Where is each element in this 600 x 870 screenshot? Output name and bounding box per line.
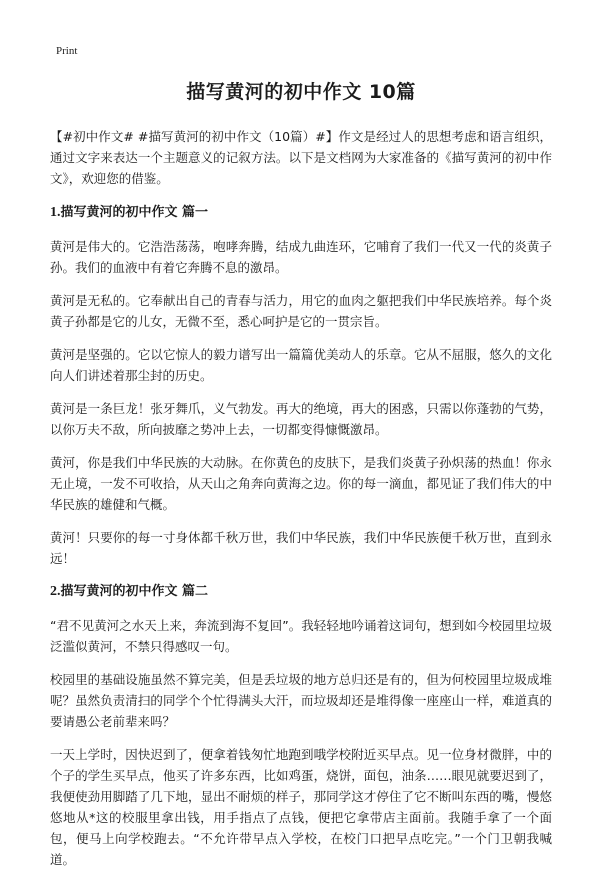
paragraph: “君不见黄河之水天上来，奔流到海不复回”。我轻轻地吟诵着这词句，想到如今校园里垃圾泛滥似黄河，不禁只得感叹一句。 xyxy=(50,618,552,654)
paragraph: 黄河，你是我们中华民族的大动脉。在你黄色的皮肤下，是我们炎黄子孙炽荡的热血！你永无止境，一发不可收拾，从天山之角奔向黄海之边。你的每一滴血，都见证了我们伟大的中华民族的雄健和气概。 xyxy=(50,455,552,512)
paragraph: 校园里的基础设施虽然不算完美，但是丢垃圾的地方总归还是有的，但为何校园里垃圾成堆呢？虽然负责清扫的同学个个忙得满头大汗，而垃圾却还是堆得像一座座山一样，难道真的要请愚公老前辈来吗？ xyxy=(50,672,552,729)
paragraph: 黄河是一条巨龙！张牙舞爪，义气勃发。再大的绝境，再大的困惑，只需以你蓬勃的气势，以你万夫不敌，所向披靡之势冲上去，一切都变得慷慨激昂。 xyxy=(50,401,552,437)
document-title: 描写黄河的初中作文 10篇 xyxy=(186,81,416,103)
paragraph: 黄河是无私的。它奉献出自己的青春与活力，用它的血肉之躯把我们中华民族培养。每个炎黄子孙都是它的儿女，无微不至，悉心呵护是它的一贯宗旨。 xyxy=(50,293,552,329)
section-heading xyxy=(50,583,552,601)
section-1 xyxy=(50,204,552,569)
section-heading xyxy=(50,204,552,222)
paragraph: 黄河是伟大的。它浩浩荡荡，咆哮奔腾，结成九曲连环，它哺育了我们一代又一代的炎黄子孙。我们的血液中有着它奔腾不息的激昂。 xyxy=(50,239,552,275)
paragraph: 一天上学时，因快迟到了，便拿着钱匆忙地跑到哦学校附近买早点。见一位身材微胖，中的个子的学生买早点，他买了许多东西，比如鸡蛋，烧饼，面包，油条……眼见就要迟到了，我便使劲用脚踏了几下地，显出不耐烦的样子，那同学这才停住了它不断叫东西的嘴，慢悠悠地从*这的校服里拿出钱，用手指点了点钱，便把它拿带店主面前。我随手拿了一个面包，便马上向学校跑去。“不允许带早点入学校，在校门口把早点吃完。”一个门卫朝我喊道。 xyxy=(50,747,552,867)
section-2 xyxy=(50,583,552,870)
paragraph: 黄河是坚强的。它以它惊人的毅力谱写出一篇篇优美动人的乐章。它从不屈服，悠久的文化向人们讲述着那尘封的历史。 xyxy=(50,347,552,383)
intro-paragraph: 【#初中作文# #描写黄河的初中作文（10篇）#】作文是经过人的思想考虑和语言组织，通过文字来表达一个主题意义的记叙方法。以下是文档网为大家准备的《描写黄河的初中作文》，欢迎您的借鉴。 xyxy=(50,129,552,186)
section-number: 2. xyxy=(50,584,61,599)
section-title: 描写黄河的初中作文 篇一 xyxy=(60,205,209,220)
section-title: 描写黄河的初中作文 篇二 xyxy=(60,584,209,599)
section-number: 1. xyxy=(50,205,61,220)
paragraph: 黄河！只要你的每一寸身体都千秋万世，我们中华民族，我们中华民族便千秋万世，直到永远！ xyxy=(50,530,552,566)
print-label: Print xyxy=(56,45,78,57)
